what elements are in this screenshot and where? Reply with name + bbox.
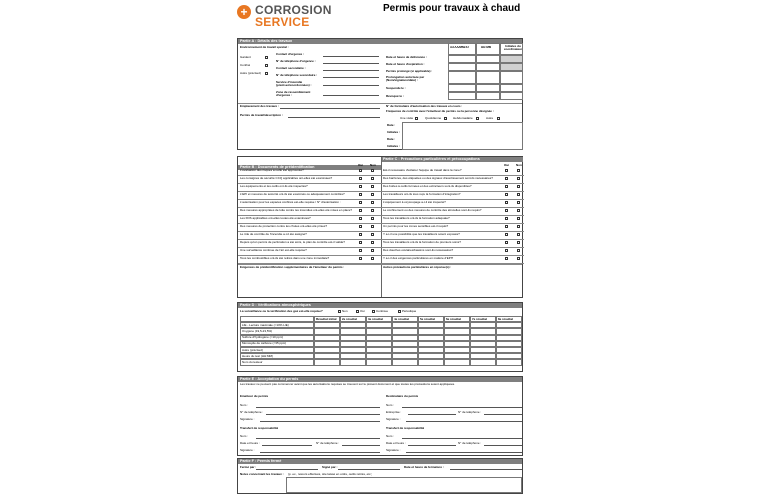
- holder-sign-input[interactable]: [406, 421, 522, 422]
- location-input[interactable]: [280, 108, 380, 109]
- init-cell-revoke[interactable]: [500, 92, 523, 100]
- date-grid-head-2: [476, 43, 500, 55]
- transfer-name-label-right: Nom :: [386, 435, 395, 438]
- part-b-row-line: [238, 215, 381, 216]
- gas-row-label: LIE - Lecture maximale (<10% LIE): [242, 323, 289, 327]
- part-b-question: Les consignes de sécurité CCQ applicables ont-elles été examinées?: [240, 177, 333, 180]
- part-b-yes-checkbox[interactable]: [359, 241, 362, 244]
- check-log-grid[interactable]: [402, 122, 523, 150]
- gas-result-cell[interactable]: [444, 359, 470, 365]
- contact-input-2[interactable]: [323, 63, 379, 64]
- section-part-d: [237, 302, 523, 372]
- gas-col-header-label: 2e résultat: [342, 317, 358, 321]
- part-c-row-line: [381, 175, 524, 176]
- gas-col-header-label: 4e résultat: [394, 317, 410, 321]
- gas-opt-3: Continue: [376, 310, 389, 313]
- part-c-question: Des barrières, des étiquettes ou des signaux d'avertissement sont-ils nécessaires?: [383, 177, 493, 180]
- issuer-sign-input[interactable]: [260, 421, 380, 422]
- gas-result-cell[interactable]: [340, 359, 366, 365]
- part-b-question: L'évaluation des risques a-t-elle été approuvée?: [240, 169, 304, 172]
- form-header: [233, 0, 527, 34]
- contact-input-4[interactable]: [323, 77, 379, 78]
- part-b-question: Une surveillance continue de l'air est-elle requise?: [240, 249, 307, 252]
- gas-result-cell[interactable]: [366, 359, 392, 365]
- part-b-yes-checkbox[interactable]: [359, 225, 362, 228]
- part-c-row-line: [381, 199, 524, 200]
- contact-input-1[interactable]: [323, 56, 379, 57]
- env-checkbox-1[interactable]: [265, 56, 268, 59]
- transfer-sign-label-right: Signature :: [386, 449, 401, 452]
- fire-service-label: Service d'incendie (précisez/coordonnées) :: [276, 81, 312, 88]
- gas-check-label: La surveillance ou la vérification des gaz est-elle requise?: [240, 310, 323, 313]
- part-c-yes-checkbox[interactable]: [505, 217, 508, 220]
- part-c-no-checkbox[interactable]: [517, 241, 520, 244]
- part-c-question: L'équipement à oxycoupage a-t-il été inspecté?: [383, 201, 446, 204]
- part-c-row-line: [381, 247, 524, 248]
- transfer-date-label-left: Date et heure :: [240, 442, 260, 445]
- part-b-no-checkbox[interactable]: [371, 209, 374, 212]
- part-c-yes-checkbox[interactable]: [505, 193, 508, 196]
- gas-opt-checkbox-1[interactable]: [338, 310, 341, 313]
- part-c-no-checkbox[interactable]: [517, 209, 520, 212]
- part-c-yes-checkbox[interactable]: [505, 201, 508, 204]
- gas-opt-1: Non: [342, 310, 348, 313]
- contact-label-1: Contact d'urgence :: [276, 53, 305, 56]
- gas-row-label: Oxygène (19,5-23,5%): [242, 329, 273, 333]
- part-b-yes-checkbox[interactable]: [359, 169, 362, 172]
- part-b-no-checkbox[interactable]: [371, 193, 374, 196]
- part-f-heading: Partie F : Permis fermé: [238, 459, 522, 464]
- issuer-phone-label: N° de téléphone :: [240, 411, 264, 414]
- part-b-question: L'EPI et mesures de sécurité ont-ils été examinés ou adéquatement contrôlés?: [240, 193, 345, 196]
- assembly-zone-input[interactable]: [323, 95, 379, 96]
- freq-checkbox-3[interactable]: [476, 117, 479, 120]
- plus-icon: +: [240, 5, 248, 19]
- row-label-init-1: Initiales :: [387, 131, 401, 134]
- transfer-sign-label-left: Signature :: [240, 449, 255, 452]
- transfer-label-right: Transfert de responsabilité: [386, 427, 425, 430]
- transfer-sign-input-left[interactable]: [260, 452, 380, 453]
- part-b-no-checkbox[interactable]: [371, 217, 374, 220]
- date-cell-suspend[interactable]: [448, 84, 476, 92]
- part-b-no-checkbox[interactable]: [371, 241, 374, 244]
- notes-box[interactable]: [286, 477, 522, 493]
- gas-opt-4: Périodique: [402, 310, 417, 313]
- part-c-yes-checkbox[interactable]: [505, 249, 508, 252]
- holder-phone-label: N° de téléphone :: [458, 411, 482, 414]
- part-c-no-checkbox[interactable]: [517, 193, 520, 196]
- part-b-no-checkbox[interactable]: [371, 249, 374, 252]
- part-d-heading: Partie D : Vérifications atmosphériques: [238, 303, 522, 308]
- part-c-question: Est-il nécessaire d'éclairer l'équipe de travail dans la zone?: [383, 169, 462, 172]
- part-c-question: Des boîtes à outils fermées et des extincteurs sont-ils disponibles?: [383, 185, 472, 188]
- part-b-no-checkbox[interactable]: [371, 169, 374, 172]
- expiry-date-label: Date et heure d'expiration :: [386, 63, 425, 66]
- part-c-no-checkbox[interactable]: [517, 225, 520, 228]
- closed-by-input[interactable]: [256, 469, 318, 470]
- part-c-row-line: [381, 215, 524, 216]
- part-b-yes-checkbox[interactable]: [359, 217, 362, 220]
- part-b-yes-checkbox[interactable]: [359, 185, 362, 188]
- part-b-row-line: [238, 255, 381, 256]
- transfer-phone-label-left: N° de téléphone :: [316, 442, 340, 445]
- time-cell-suspend[interactable]: [476, 84, 500, 92]
- gas-row-label: Nom du testeur: [242, 360, 263, 364]
- part-c-row-line: [381, 231, 524, 232]
- part-b-no-checkbox[interactable]: [371, 177, 374, 180]
- transfer-phone-input-left[interactable]: [342, 445, 380, 446]
- part-b-no-checkbox[interactable]: [371, 257, 374, 260]
- part-b-no-checkbox[interactable]: [371, 225, 374, 228]
- description-input[interactable]: [288, 117, 380, 118]
- part-b-question: L'autorisation pour les espaces confinés est-elle requise / N° d'autorisation :: [240, 201, 341, 204]
- bc-divider: [381, 157, 382, 297]
- extension-by-label: Prolongation autorisée par (Nom/signature/date) :: [386, 76, 425, 83]
- time-cell-issue[interactable]: [476, 55, 500, 63]
- part-c-question: Des douches oculaires/bassins sont-ils nécessaires?: [383, 249, 454, 252]
- part-c-row-line: [381, 223, 524, 224]
- part-c-no-checkbox[interactable]: [517, 233, 520, 236]
- part-a-heading: Partie A : Détails des travaux: [238, 39, 522, 44]
- issuer-label: Émetteur du permis: [240, 395, 269, 398]
- assembly-zone-label: Zone de rassemblement d'urgence :: [276, 91, 311, 98]
- freq-checkbox-1[interactable]: [415, 117, 418, 120]
- gas-col-header-label: 7e résultat: [472, 317, 488, 321]
- init-cell-issue: [500, 55, 523, 63]
- part-c-row-line: [381, 183, 524, 184]
- notes-hint: (p. ex., retours effectués, site laissé en ordre, outils retirés, etc.): [288, 473, 373, 476]
- holder-name-label: Nom :: [386, 404, 395, 407]
- part-e-heading: Partie E : Acceptation du permis: [238, 377, 522, 382]
- contact-label-3: Contact secondaire :: [276, 67, 306, 70]
- init-cell-expiry: [500, 63, 523, 71]
- part-c-question: Le confinement ou des mesures de contrôle des étincelles sont-ils requis?: [383, 209, 482, 212]
- date-header-1: AAAA/MM/JJ: [450, 46, 469, 49]
- env-label: Environnement de travail spécial :: [240, 46, 289, 49]
- holder-label: Destinataire du permis: [386, 395, 419, 398]
- part-c-no-checkbox[interactable]: [517, 185, 520, 188]
- notes-label: Notes concernant les travaux :: [240, 473, 284, 476]
- gas-row-label: Autre (précisez): [242, 348, 264, 352]
- part-c-no-checkbox[interactable]: [517, 177, 520, 180]
- row-label-init-2: Initiales :: [387, 145, 401, 148]
- part-b-yes-checkbox[interactable]: [359, 201, 362, 204]
- transfer-name-input-left[interactable]: [256, 438, 380, 439]
- gas-opt-checkbox-4[interactable]: [398, 310, 401, 313]
- part-b-no-checkbox[interactable]: [371, 185, 374, 188]
- part-c-row-line: [381, 239, 524, 240]
- row-label-date-1: Date :: [387, 124, 396, 127]
- part-b-row-line: [238, 207, 381, 208]
- gas-row-label: Monoxyde de carbone (<35 ppm): [242, 342, 287, 346]
- transfer-label-left: Transfert de responsabilité: [240, 427, 279, 430]
- part-c-question: Y a-t-il des exigences particulières en matière d'EPI?: [383, 257, 454, 260]
- part-b-no-header: Non: [370, 164, 376, 167]
- holder-company-label: Entreprise :: [386, 411, 402, 414]
- transfer-date-input-right[interactable]: [408, 445, 456, 446]
- env-option-2: Confiné: [240, 64, 251, 67]
- transfer-date-label-right: Date et heure :: [386, 442, 406, 445]
- part-c-question: Un permis pour les zones sensibles est-il requis?: [383, 225, 449, 228]
- extended-label: Permis prolongé (si applicable) :: [386, 70, 433, 73]
- revoked-label: Révoqué le :: [386, 95, 404, 98]
- part-b-question: Des mesures de protection contre les chutes ont-elles été prises?: [240, 225, 328, 228]
- freq-option-2: Quotidienne: [425, 117, 442, 120]
- part-c-yes-checkbox[interactable]: [505, 241, 508, 244]
- part-b-row-line: [238, 183, 381, 184]
- part-c-question: Tous les travailleurs ont-ils la formation adéquate?: [383, 217, 450, 220]
- date-grid-head-1: [448, 43, 476, 55]
- part-b-row-line: [238, 223, 381, 224]
- env-option-1: Gardent: [240, 56, 251, 59]
- part-c-no-header: Non: [516, 164, 522, 167]
- permit-form-page: [233, 0, 527, 500]
- part-b-row-line: [238, 247, 381, 248]
- gas-result-cell[interactable]: [496, 359, 522, 365]
- closure-date-label: Date et heure de fermeture :: [404, 466, 444, 469]
- contact-input-3[interactable]: [323, 70, 379, 71]
- part-b-question: Depuis qu'un permis de perforation a été émis, le plan de contrôle est-il valide?: [240, 241, 345, 244]
- form-number-label: N° de formulaire d'autorisation des travaux en cours :: [386, 105, 463, 108]
- part-b-question: Les équipements et les outils ont-ils été inspectés?: [240, 185, 308, 188]
- part-c-other-label: Autres précautions particulières en réponse(s) :: [383, 266, 452, 269]
- part-b-question: Des mesures appropriées de lutte contre les incendies ont-elles été mises en place?: [240, 209, 353, 212]
- transfer-phone-input-right[interactable]: [484, 445, 522, 446]
- part-b-yes-checkbox[interactable]: [359, 233, 362, 236]
- gas-col-header-label: 5e résultat: [420, 317, 436, 321]
- gas-opt-checkbox-2[interactable]: [356, 310, 359, 313]
- section-part-f: [237, 458, 523, 494]
- issuer-name-label: Nom :: [240, 404, 249, 407]
- part-b-row-line: [238, 199, 381, 200]
- freq-option-3: Hebdomadaire: [453, 117, 473, 120]
- holder-phone-input[interactable]: [484, 414, 522, 415]
- init-cell-extend[interactable]: [500, 71, 523, 84]
- time-cell-revoke[interactable]: [476, 92, 500, 100]
- date-cell-extend[interactable]: [448, 71, 476, 84]
- logo-text-line1: CORROSION: [255, 3, 332, 17]
- signed-by-label: Signé par :: [322, 466, 338, 469]
- part-c-yes-checkbox[interactable]: [505, 225, 508, 228]
- freq-option-1: Une visite: [400, 117, 414, 120]
- transfer-date-input-left[interactable]: [262, 445, 312, 446]
- transfer-sign-input-right[interactable]: [406, 452, 522, 453]
- suspended-label: Suspendu le :: [386, 87, 406, 90]
- part-c-question: Y a-t-il une possibilité que les travailleurs soient exposés?: [383, 233, 460, 236]
- form-title: Permis pour travaux à chaud: [383, 3, 521, 14]
- part-c-no-checkbox[interactable]: [517, 257, 520, 260]
- gas-result-cell[interactable]: [470, 359, 496, 365]
- time-cell-extend[interactable]: [476, 71, 500, 84]
- part-b-question: Le rôle de contrôle de l'incendie a-t-il été assigné?: [240, 233, 307, 236]
- env-checkbox-2[interactable]: [265, 64, 268, 67]
- part-c-yes-checkbox[interactable]: [505, 233, 508, 236]
- part-c-no-checkbox[interactable]: [517, 169, 520, 172]
- issuer-name-input[interactable]: [256, 407, 380, 408]
- part-c-yes-checkbox[interactable]: [505, 169, 508, 172]
- part-b-row-line: [238, 239, 381, 240]
- freq-checkbox-4[interactable]: [497, 117, 500, 120]
- closure-date-input[interactable]: [450, 469, 522, 470]
- gas-col-header-label: 6e résultat: [446, 317, 462, 321]
- contact-label-2: N° de téléphone d'urgence :: [276, 60, 316, 63]
- gas-col-header-label: 8e résultat: [498, 317, 514, 321]
- date-cell-revoke[interactable]: [448, 92, 476, 100]
- part-b-heading: Partie B : Documents de préidentification: [238, 165, 381, 170]
- part-a-divider: [238, 103, 522, 104]
- transfer-name-input-right[interactable]: [402, 438, 522, 439]
- location-label: Emplacement des travaux :: [240, 105, 279, 108]
- section-part-bc: [237, 156, 523, 298]
- issue-date-label: Date et heure de délivrance :: [386, 56, 427, 59]
- part-c-row-line: [381, 207, 524, 208]
- part-b-row-line: [238, 191, 381, 192]
- freq-checkbox-2[interactable]: [444, 117, 447, 120]
- part-b-row-line: [238, 231, 381, 232]
- part-c-heading: Partie C : Précautions particulières et préoccupations: [381, 157, 523, 162]
- frequency-label: Fréquence de contrôle avec l'émetteur du permis ou la personne désignée :: [386, 110, 494, 113]
- logo-text-line2: SERVICE: [255, 15, 310, 29]
- date-header-2: HH:MM: [481, 46, 492, 49]
- part-c-question: Les travailleurs ont-ils tous reçu la formation d'intégration?: [383, 193, 461, 196]
- issuer-sign-label: Signature :: [240, 418, 255, 421]
- part-b-yes-checkbox[interactable]: [359, 193, 362, 196]
- gas-col-header-label: 3e résultat: [368, 317, 384, 321]
- transfer-name-label-left: Nom :: [240, 435, 249, 438]
- part-c-question: Tous les travailleurs ont-ils la formation de premiers soins?: [383, 241, 461, 244]
- part-b-yes-header: Oui: [358, 164, 363, 167]
- holder-sign-label: Signature :: [386, 418, 401, 421]
- part-c-yes-header: Oui: [504, 164, 509, 167]
- description-label: Permis de travail/description :: [240, 114, 283, 117]
- holder-company-input[interactable]: [408, 414, 456, 415]
- gas-col-header-label: Résultat initial: [316, 317, 337, 321]
- part-c-yes-checkbox[interactable]: [505, 257, 508, 260]
- part-c-row-line: [381, 191, 524, 192]
- part-b-yes-checkbox[interactable]: [359, 257, 362, 260]
- gas-opt-checkbox-3[interactable]: [372, 310, 375, 313]
- signed-by-input[interactable]: [338, 469, 400, 470]
- gas-opt-2: Oui: [360, 310, 365, 313]
- part-c-no-checkbox[interactable]: [517, 249, 520, 252]
- gas-row-label: Sulfure d'hydrogène (<10 ppm): [242, 336, 284, 340]
- gas-results-table: [240, 316, 522, 371]
- date-cell-expiry[interactable]: [448, 63, 476, 71]
- issuer-phone-input[interactable]: [266, 414, 380, 415]
- transfer-phone-label-right: N° de téléphone :: [458, 442, 482, 445]
- fire-service-input[interactable]: [323, 85, 379, 86]
- part-c-no-checkbox[interactable]: [517, 201, 520, 204]
- time-cell-expiry[interactable]: [476, 63, 500, 71]
- part-b-row-line: [238, 175, 381, 176]
- row-label-date-2: Date :: [387, 138, 396, 141]
- init-cell-suspend[interactable]: [500, 84, 523, 92]
- gas-result-cell[interactable]: [418, 359, 444, 365]
- part-b-no-checkbox[interactable]: [371, 233, 374, 236]
- acceptance-notice: Les travaux ne peuvent pas commencer avant que les autorisations requises se trouvent sur le présent document et que toutes les précautions soient appliquées.: [240, 383, 455, 386]
- date-cell-issue[interactable]: [448, 55, 476, 63]
- part-b-extra-label: Exigences de préidentification supplémentaires de l'émetteur du permis :: [240, 266, 345, 269]
- env-option-3: Autre (précisez): [240, 72, 262, 75]
- part-b-no-checkbox[interactable]: [371, 201, 374, 204]
- part-b-yes-checkbox[interactable]: [359, 249, 362, 252]
- part-c-yes-checkbox[interactable]: [505, 209, 508, 212]
- gas-result-cell[interactable]: [314, 359, 340, 365]
- closed-by-label: Fermé par :: [240, 466, 257, 469]
- holder-name-input[interactable]: [402, 407, 522, 408]
- env-checkbox-3[interactable]: [265, 72, 268, 75]
- part-b-question: Les FDS applicables ont-elles toutes été examinées?: [240, 217, 311, 220]
- part-b-yes-checkbox[interactable]: [359, 209, 362, 212]
- bc-bottom-divider: [238, 264, 522, 265]
- date-header-3: Initiales du coordinateur: [503, 45, 523, 52]
- part-c-no-checkbox[interactable]: [517, 217, 520, 220]
- part-b-question: Tous les combustibles ont-ils été retirés dans une zone immédiate?: [240, 257, 330, 260]
- part-c-row-line: [381, 255, 524, 256]
- section-part-a: [237, 38, 523, 150]
- section-part-e: [237, 376, 523, 456]
- part-c-yes-checkbox[interactable]: [505, 177, 508, 180]
- contact-label-4: N° de téléphone secondaire :: [276, 74, 318, 77]
- part-c-yes-checkbox[interactable]: [505, 185, 508, 188]
- gas-row-label: Heure du test (HH:MM): [242, 354, 274, 358]
- gas-result-cell[interactable]: [392, 359, 418, 365]
- freq-option-4: Autre: [486, 117, 494, 120]
- part-b-yes-checkbox[interactable]: [359, 177, 362, 180]
- date-grid-head-3: [500, 43, 523, 55]
